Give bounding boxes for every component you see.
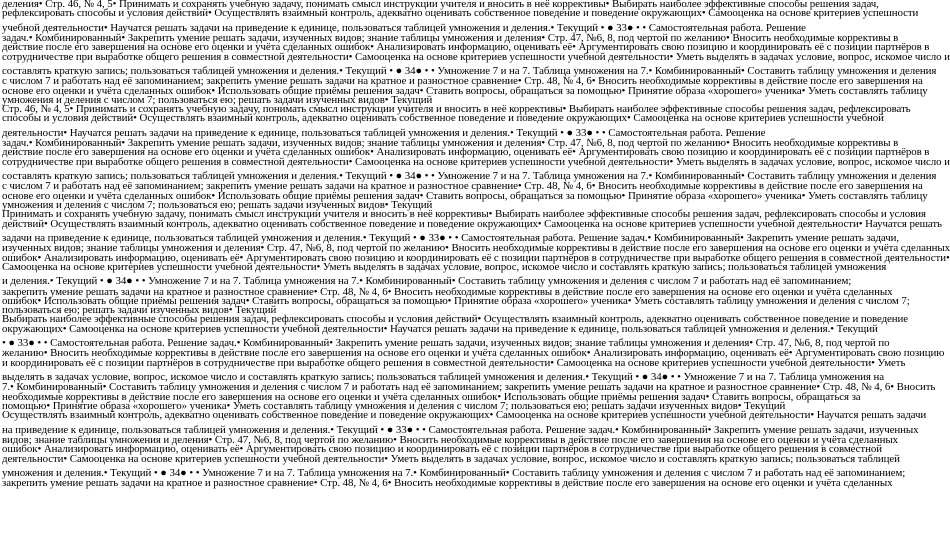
text-line: • ● 33● • • Самостоятельная работа. Решение задач.• Комбинированный• Закрепить умение решать задачи, изученных видов; знание таблицы умножения и деления• Стр. 47, №6, 8, под чертой по: [2, 337, 890, 350]
text-line: закрепить умение решать задачи на кратное и разностное сравнение• Стр. 48, № 4, 6• Вносить необходимые коррективы в действие после его завершения на основе его оценки и учёта сделанных: [2, 477, 893, 490]
text-line: изученных видов; знание таблицы умножения и деления• Стр. 47, №6, 8, под чертой по желанию• Вносить необходимые коррективы в действие после его завершения на основе его оценки и учёта сделанных: [2, 242, 950, 255]
text-line: рефлексировать способы и условия действий• Осуществлять взаимный контроль, адекватно оценивать собственное поведение и поведение окружающих• Самооценка на основе критериев успешности: [2, 7, 919, 20]
text-line: и деления.• Текущий • ● 34● • • Умножение 7 и на 7. Таблица умножения на 7.• Комбинированный• Составить таблицу умножения и деления с числом 7 и работать над её запоминанием;: [2, 275, 852, 288]
text-line: ошибок• Использовать общие приёмы решения задач• Ставить вопросы, обращаться за помощью• Принятие образа «хорошего» ученика• Уметь составлять таблицу умножения и деления с числом 7;: [2, 294, 910, 307]
text-line: способы и условия действий• Осуществлять взаимный контроль, адекватно оценивать собственное поведение и поведение окружающих• Самооценка на основе критериев успешности учебной: [2, 112, 884, 125]
text-line: выделять в задачах условие, вопрос, искомое число и составлять краткую запись; пользоваться таблицей умножения и деления.• Текущий • ● 34● • • Умножение 7 и на 7. Таблица умножения на: [2, 371, 884, 384]
text-line: Стр. 46, № 4, 5• Принимать и сохранять учебную задачу, понимать смысл инструкции учителя и вносить в неё коррективы• Выбирать наиболее эффективные способы решения задач, рефлексировать: [2, 103, 911, 116]
text-line: учебной деятельности• Научатся решать задачи на приведение к единице, пользоваться таблицей умножения и деления.• Текущий • ● 33● • • Самостоятельная работа. Решение: [2, 21, 806, 34]
text-line: основе его оценки и учёта сделанных ошибок• Использовать общие приёмы решения задач• Ставить вопросы, обращаться за помощью• Принятие образа «хорошего» ученика• Уметь составлять таблицу: [2, 84, 928, 97]
text-line: Выбирать наиболее эффективные способы решения задач, рефлексировать способы и условия действий• Осуществлять взаимный контроль, адекватно оценивать собственное поведение и поведение: [2, 313, 909, 326]
text-line: Самооценка на основе критериев успешности учебной деятельности• Уметь выделять в задачах условие, вопрос, искомое число и составлять краткую запись; пользоваться таблицей умножения: [2, 260, 887, 273]
text-line: деятельности• Научатся решать задачи на приведение к единице, пользоваться таблицей умножения и деления.• Текущий • ● 33● • • Самостоятельная работа. Решение: [2, 126, 766, 139]
text-line: 7.• Комбинированный• Составить таблицу умножения и деления с числом 7 и работать над её запоминанием; закрепить умение решать задачи на кратное и разностное сравнение• Стр. 48, № 4, 6• Вносить: [2, 381, 936, 394]
text-line: закрепить умение решать задачи на кратное и разностное сравнение• Стр. 48, № 4, 6• Вносить необходимые коррективы в действие после его завершения на основе его оценки и учёта сделанных: [2, 285, 893, 298]
text-line: задач.• Комбинированный• Закрепить умение решать задачи, изученных видов; знание таблицы умножения и деления• Стр. 47, №6, 8, под чертой по желанию• Вносить необходимые коррективы в: [2, 137, 899, 150]
text-line: действие после его завершения на основе его оценки и учёта сделанных ошибок• Анализировать информацию, оценивать её• Аргументировать свою позицию и координировать её с позиции партнёров в: [2, 146, 930, 159]
text-line: действий• Осуществлять взаимный контроль, адекватно оценивать собственное поведение и поведение окружающих• Самооценка на основе критериев успешности учебной деятельности• Научатся решать: [2, 217, 942, 230]
text-line: ошибок• Анализировать информацию, оценивать её• Аргументировать свою позицию и координировать её с позиции партнёров в сотрудничестве при выработке общего решения в совместной деятельности•: [2, 251, 950, 264]
text-line: с числом 7 и работать над её запоминанием; закрепить умение решать задачи на кратное и разностное сравнение• Стр. 48, № 4, 6• Вносить необходимые коррективы в действие после его завершения на: [2, 180, 923, 193]
text-line: составлять краткую запись; пользоваться таблицей умножения и деления.• Текущий • ● 34● • • Умножение 7 и на 7. Таблица умножения на 7.• Комбинированный• Составить таблицу умножения и деления: [2, 170, 937, 183]
text-line: ошибок• Анализировать информацию, оценивать её• Аргументировать свою позицию и координировать её с позиции партнёров в сотрудничестве при выработке общего решения в совместной: [2, 443, 882, 456]
text-line: пользоваться ею; решать задачи изученных видов• Текущий: [2, 304, 277, 317]
text-line: сотрудничестве при выработке общего решения в совместной деятельности• Самооценка на основе критериев успешности учебной деятельности• Уметь выделять в задачах условие, вопрос, искомое число и: [2, 155, 950, 168]
text-line: и координировать её с позиции партнёров в сотрудничестве при выработке общего решения в совместной деятельности• Самооценка на основе критериев успешности учебной деятельности• Уметь: [2, 356, 906, 369]
text-line: видов; знание таблицы умножения и деления• Стр. 47, №6, 8, под чертой по желанию• Вносить необходимые коррективы в действие после его завершения на основе его оценки и учёта сделанных: [2, 434, 898, 447]
text-line: необходимые коррективы в действие после его завершения на основе его оценки и учёта сделанных ошибок• Использовать общие приёмы решения задач• Ставить вопросы, обращаться за: [2, 390, 861, 403]
text-line: Осуществлять взаимный контроль, адекватно оценивать собственное поведение и поведение окружающих• Самооценка на основе критериев успешности учебной деятельности• Научатся решать задачи: [2, 409, 927, 422]
text-line: задачи на приведение к единице, пользоваться таблицей умножения и деления.• Текущий • ● 33● • • Самостоятельная работа. Решение задач.• Комбинированный• Закрепить умение решать задачи,: [2, 231, 900, 244]
text-line: помощью• Принятие образа «хорошего» ученика• Уметь составлять таблицу умножения и деления с числом 7; пользоваться ею; решать задачи изученных видов• Текущий: [2, 400, 786, 413]
text-line: окружающих• Самооценка на основе критериев успешности учебной деятельности• Научатся решать задачи на приведение к единице, пользоваться таблицей умножения и деления.• Текущий: [2, 322, 878, 335]
text-line: умножения и деления.• Текущий • ● 34● • • Умножение 7 и на 7. Таблица умножения на 7.• Комбинированный• Составить таблицу умножения и деления с числом 7 и работать над её запоминанием;: [2, 466, 906, 479]
text-line: на приведение к единице, пользоваться таблицей умножения и деления.• Текущий • ● 33● • • Самостоятельная работа. Решение задач.• Комбинированный• Закрепить умение решать задачи, изученных: [2, 423, 919, 436]
text-line: деятельности• Самооценка на основе критериев успешности учебной деятельности• Уметь выделять в задачах условие, вопрос, искомое число и составлять краткую запись; пользоваться таблицей: [2, 452, 900, 465]
text-line: действие после его завершения на основе его оценки и учёта сделанных ошибок• Анализировать информацию, оценивать её• Аргументировать свою позицию и координировать её с позиции партнёров в: [2, 41, 930, 54]
text-line: Принимать и сохранять учебную задачу, понимать смысл инструкции учителя и вносить в неё коррективы• Выбирать наиболее эффективные способы решения задач, рефлексировать способы и условия: [2, 208, 926, 221]
text-line: с числом 7 и работать над её запоминанием; закрепить умение решать задачи на кратное и разностное сравнение• Стр. 48, № 4, 6• Вносить необходимые коррективы в действие после его завершения на: [2, 75, 923, 88]
text-line: задач.• Комбинированный• Закрепить умение решать задачи, изученных видов; знание таблицы умножения и деления• Стр. 47, №6, 8, под чертой по желанию• Вносить необходимые коррективы в: [2, 31, 899, 44]
text-line: умножения и деления с числом 7; пользоваться ею; решать задачи изученных видов• Текущий: [2, 93, 433, 106]
text-line: основе его оценки и учёта сделанных ошибок• Использовать общие приёмы решения задач• Ставить вопросы, обращаться за помощью• Принятие образа «хорошего» ученика• Уметь составлять таблицу: [2, 189, 928, 202]
text-line: желанию• Вносить необходимые коррективы в действие после его завершения на основе его оценки и учёта сделанных ошибок• Анализировать информацию, оценивать её• Аргументировать свою позицию: [2, 347, 945, 360]
text-line: умножения и деления с числом 7; пользоваться ею; решать задачи изученных видов• Текущий: [2, 199, 433, 212]
text-line: составлять краткую запись; пользоваться таблицей умножения и деления.• Текущий • ● 34● • • Умножение 7 и на 7. Таблица умножения на 7.• Комбинированный• Составить таблицу умножения и деления: [2, 64, 937, 77]
text-line: сотрудничестве при выработке общего решения в совместной деятельности• Самооценка на основе критериев успешности учебной деятельности• Уметь выделять в задачах условие, вопрос, искомое число и: [2, 50, 950, 63]
text-line: деления• Стр. 46, № 4, 5• Принимать и сохранять учебную задачу, понимать смысл инструкции учителя и вносить в неё коррективы• Выбирать наиболее эффективные способы решения задач,: [2, 0, 879, 10]
